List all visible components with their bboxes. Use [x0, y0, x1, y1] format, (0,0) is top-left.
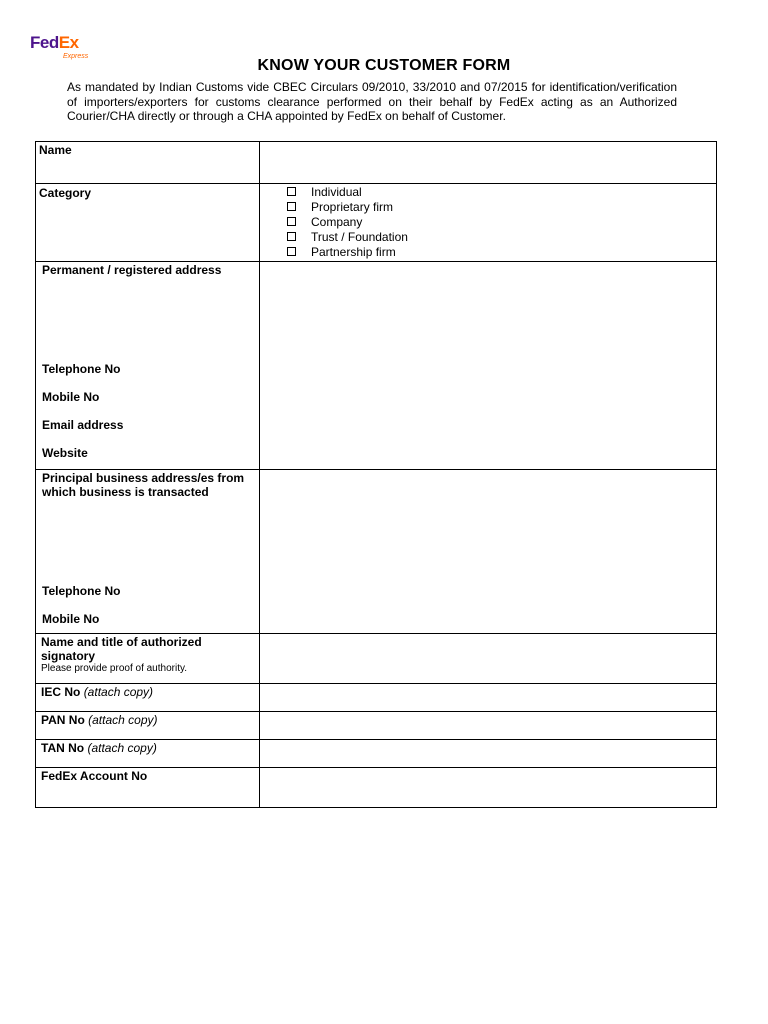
tan-label: TAN No — [41, 741, 85, 755]
permanent-address-label: Permanent / registered address — [42, 263, 222, 277]
row-name — [36, 142, 717, 184]
account-label-cell — [36, 768, 260, 808]
kyc-form-table — [35, 141, 717, 808]
permanent-address-input-cell[interactable] — [260, 262, 717, 470]
signatory-label: Name and title of authorized signatory — [41, 635, 202, 663]
intro-paragraph: As mandated by Indian Customs vide CBEC Circulars 09/2010, 33/2010 and 07/2015 for identification/verification of importers/exporters for customs clearance performed on their behalf by FedEx acting as an Authorized Courier/CHA directly or through a CHA appointed by FedEx on behalf of Customer. — [67, 80, 677, 123]
option-label: Partnership firm — [311, 245, 396, 259]
option-label: Company — [311, 215, 363, 229]
category-option-trust[interactable] — [287, 230, 716, 245]
name-label: Name — [39, 143, 72, 157]
tan-input-cell[interactable] — [260, 740, 717, 768]
iec-attach-note: (attach copy) — [83, 685, 154, 699]
checkbox-icon[interactable] — [287, 202, 296, 211]
checkbox-icon[interactable] — [287, 232, 296, 241]
row-iec — [36, 684, 717, 712]
name-label-cell — [36, 142, 260, 184]
pan-input-cell[interactable] — [260, 712, 717, 740]
option-label: Trust / Foundation — [311, 230, 408, 244]
category-option-company[interactable] — [287, 215, 716, 230]
row-signatory — [36, 634, 717, 684]
category-label: Category — [39, 186, 92, 200]
signatory-label-cell — [36, 634, 260, 684]
name-input-cell[interactable] — [260, 142, 717, 184]
category-options — [260, 184, 716, 260]
pan-label-cell — [36, 712, 260, 740]
account-label: FedEx Account No — [41, 769, 148, 783]
row-category — [36, 184, 717, 262]
pan-attach-note: (attach copy) — [88, 713, 158, 727]
principal-telephone-label: Telephone No — [42, 584, 121, 598]
telephone-label: Telephone No — [42, 362, 121, 376]
row-tan — [36, 740, 717, 768]
principal-address-label: Principal business address/es from which business is transacted — [42, 471, 245, 499]
email-label: Email address — [42, 418, 124, 432]
signatory-input-cell[interactable] — [260, 634, 717, 684]
logo-wordmark — [30, 34, 100, 52]
principal-address-label-cell — [36, 470, 260, 634]
account-input-cell[interactable] — [260, 768, 717, 808]
checkbox-icon[interactable] — [287, 217, 296, 226]
mobile-label: Mobile No — [42, 390, 100, 404]
principal-mobile-label: Mobile No — [42, 612, 100, 626]
logo-ex: Ex — [58, 33, 79, 52]
category-option-partnership[interactable] — [287, 245, 716, 260]
principal-address-input-cell[interactable] — [260, 470, 717, 634]
permanent-address-label-cell — [36, 262, 260, 470]
row-principal-address — [36, 470, 717, 634]
form-title: KNOW YOUR CUSTOMER FORM — [257, 57, 511, 74]
iec-label-cell — [36, 684, 260, 712]
option-label: Proprietary firm — [311, 200, 394, 214]
category-options-cell — [260, 184, 717, 262]
tan-label-cell — [36, 740, 260, 768]
pan-label: PAN No — [41, 713, 85, 727]
iec-label: IEC No — [41, 685, 81, 699]
iec-input-cell[interactable] — [260, 684, 717, 712]
signatory-note: Please provide proof of authority. — [41, 663, 188, 674]
tan-attach-note: (attach copy) — [87, 741, 157, 755]
checkbox-icon[interactable] — [287, 247, 296, 256]
checkbox-icon[interactable] — [287, 187, 296, 196]
category-label-cell — [36, 184, 260, 262]
row-permanent-address — [36, 262, 717, 470]
row-pan — [36, 712, 717, 740]
row-account — [36, 768, 717, 808]
logo-fed: Fed — [30, 33, 59, 52]
option-label: Individual — [311, 185, 362, 199]
category-option-individual[interactable] — [287, 185, 716, 200]
category-option-proprietary[interactable] — [287, 200, 716, 215]
logo-express: Express — [63, 53, 89, 60]
website-label: Website — [42, 446, 88, 460]
